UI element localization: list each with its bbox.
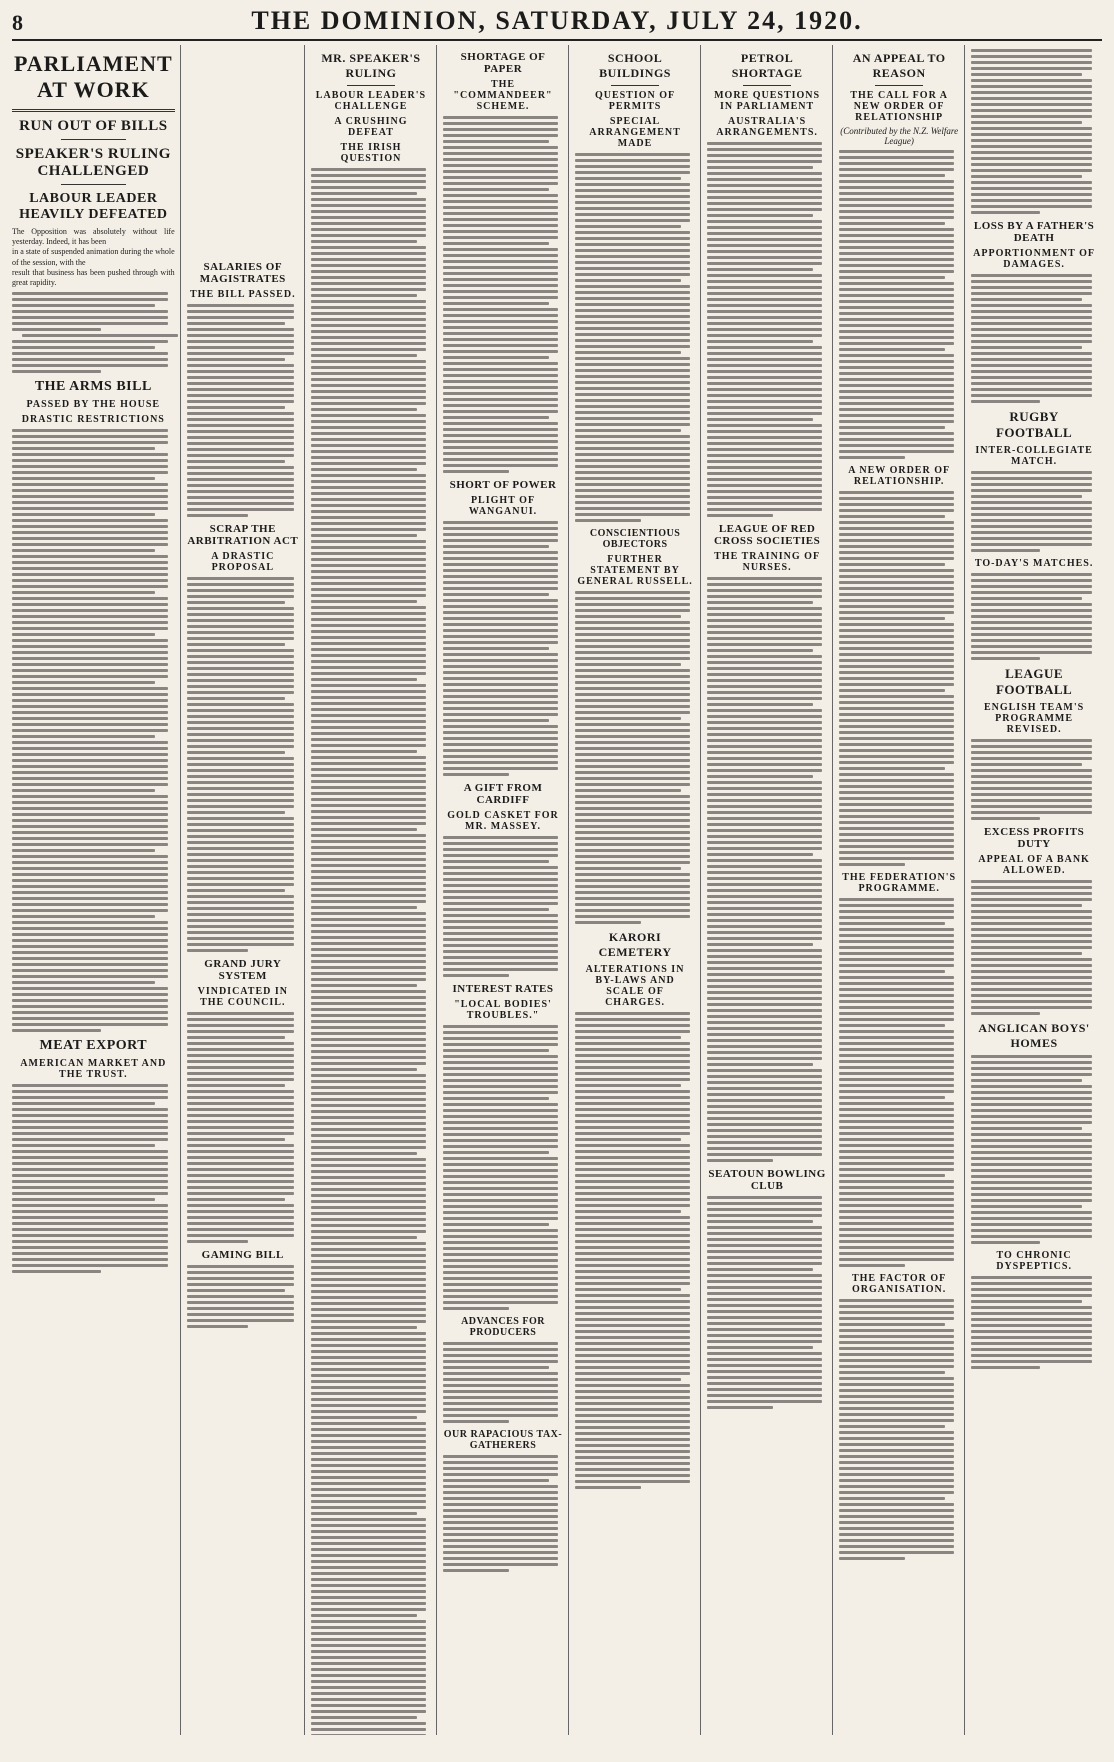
heading-grand-jury: GRAND JURY SYSTEM xyxy=(204,958,282,982)
byline-welfare-league: (Contributed by the N.Z. Welfare League) xyxy=(840,126,959,146)
article-body xyxy=(839,1299,959,1560)
headline-parliament: PARLIAMENT AT WORK xyxy=(13,51,173,102)
article-body xyxy=(839,491,959,866)
heading-school-buildings: SCHOOL BUILDINGS xyxy=(599,51,671,80)
sub-gold-casket: GOLD CASKET FOR MR. MASSEY. xyxy=(447,810,559,832)
article-body xyxy=(443,1025,563,1310)
heading-conscientious-objectors: CONSCIENTIOUS OBJECTORS xyxy=(589,528,681,550)
article-body xyxy=(443,521,563,776)
column-sports xyxy=(971,45,1102,1735)
heading-federation-programme: THE FEDERATION'S PROGRAMME. xyxy=(842,872,957,894)
article-body xyxy=(12,292,175,373)
article-body xyxy=(839,150,959,459)
heading-petrol-shortage: PETROL SHORTAGE xyxy=(731,51,803,80)
sub-vindicated-council: VINDICATED IN THE COUNCIL. xyxy=(197,986,288,1008)
heading-arms-bill: THE ARMS BILL xyxy=(34,379,152,395)
heading-chronic-dyspeptics: TO CHRONIC DYSPEPTICS. xyxy=(996,1250,1072,1272)
advertisement-body xyxy=(443,1455,563,1572)
heading-shortage-paper: SHORTAGE OF PAPER xyxy=(460,51,546,75)
sub-drastic-proposal: A DRASTIC PROPOSAL xyxy=(211,551,275,573)
heading-interest-rates: INTEREST RATES xyxy=(452,983,554,995)
article-body xyxy=(311,168,431,1735)
column-magistrates xyxy=(187,45,305,1735)
article-body xyxy=(187,1012,299,1243)
article-body xyxy=(443,836,563,977)
article-body xyxy=(707,577,827,1162)
article-body xyxy=(971,880,1097,1015)
article-body xyxy=(707,1196,827,1409)
sub-apportionment-damages: APPORTIONMENT OF DAMAGES. xyxy=(973,248,1096,270)
article-body xyxy=(187,1265,299,1328)
heading-advances-producers: ADVANCES FOR PRODUCERS xyxy=(461,1316,545,1338)
article-body xyxy=(12,1084,175,1273)
sub-australia-arrangements: AUSTRALIA'S ARRANGEMENTS. xyxy=(716,116,818,138)
sub-english-team: ENGLISH TEAM'S PROGRAMME REVISED. xyxy=(983,702,1085,735)
article-body xyxy=(839,898,959,1267)
deck-labour-leader: LABOUR LEADER HEAVILY DEFEATED xyxy=(19,191,168,222)
column-parliament xyxy=(12,45,181,1735)
heading-todays-matches: TO-DAY'S MATCHES. xyxy=(974,558,1094,569)
heading-red-cross: LEAGUE OF RED CROSS SOCIETIES xyxy=(713,523,821,547)
sub-bill-passed: THE BILL PASSED. xyxy=(190,289,296,300)
heading-anglican-boys-homes: ANGLICAN BOYS' HOMES xyxy=(978,1021,1090,1050)
article-body xyxy=(443,1342,563,1423)
heading-gift-cardiff: A GIFT FROM CARDIFF xyxy=(463,782,543,806)
heading-gaming-bill: GAMING BILL xyxy=(201,1249,284,1261)
sub-commandeer-scheme: THE "COMMANDEER" SCHEME. xyxy=(453,79,553,112)
sub-general-russell: FURTHER STATEMENT BY GENERAL RUSSELL. xyxy=(577,554,693,587)
heading-factor-organisation: THE FACTOR OF ORGANISATION. xyxy=(851,1273,947,1295)
sub-crushing-defeat: A CRUSHING DEFEAT xyxy=(334,116,408,138)
page-number: 8 xyxy=(12,10,23,35)
heading-rugby-football: RUGBY FOOTBALL xyxy=(995,409,1073,440)
heading-appeal-reason: AN APPEAL TO REASON xyxy=(852,51,946,80)
article-body xyxy=(971,49,1097,214)
heading-tax-gatherers: OUR RAPACIOUS TAX-GATHERERS xyxy=(443,1429,563,1451)
heading-karori-cemetery: KARORI CEMETERY xyxy=(598,930,672,959)
article-body xyxy=(187,304,299,517)
sub-new-order: THE CALL FOR A NEW ORDER OF RELATIONSHIP xyxy=(850,90,948,123)
article-body xyxy=(971,1055,1097,1244)
article-body xyxy=(971,573,1097,660)
heading-scrap-arbitration: SCRAP THE ARBITRATION ACT xyxy=(187,523,299,547)
sub-bylaws-charges: ALTERATIONS IN BY-LAWS AND SCALE OF CHARGES. xyxy=(585,964,685,1008)
article-body xyxy=(443,116,563,473)
article-body xyxy=(971,274,1097,403)
advertisement-body xyxy=(971,1276,1097,1369)
column-speakers-ruling xyxy=(311,45,437,1735)
heading-short-power: SHORT OF POWER xyxy=(449,479,557,491)
heading-speakers-ruling: MR. SPEAKER'S RULING xyxy=(321,51,421,80)
column-appeal-reason xyxy=(839,45,965,1735)
article-body xyxy=(971,471,1097,552)
sub-passed-by-house: PASSED BY THE HOUSE xyxy=(26,399,161,411)
article-body xyxy=(12,429,175,1032)
intro-paragraph: The Opposition was absolutely without life yesterday. Indeed, it has been in a state of suspended animation during the whole of the session, with the result that business has been pushed through with great rapidity. xyxy=(12,227,175,288)
article-body xyxy=(707,142,827,517)
sub-labour-challenge: LABOUR LEADER'S CHALLENGE xyxy=(315,90,427,112)
column-school-buildings xyxy=(575,45,701,1735)
article-body xyxy=(575,591,695,924)
sub-drastic-restrictions: DRASTIC RESTRICTIONS xyxy=(21,414,165,426)
heading-loss-fathers-death: LOSS BY A FATHER'S DEATH xyxy=(973,220,1095,244)
heading-seatoun-bowling: SEATOUN BOWLING CLUB xyxy=(708,1168,826,1192)
sub-special-arrangement: SPECIAL ARRANGEMENT MADE xyxy=(589,116,681,149)
heading-excess-profits: EXCESS PROFITS DUTY xyxy=(983,826,1085,850)
sub-training-nurses: THE TRAINING OF NURSES. xyxy=(714,551,821,573)
article-body xyxy=(575,1012,695,1489)
heading-league-football: LEAGUE FOOTBALL xyxy=(995,666,1073,697)
sub-appeal-bank: APPEAL OF A BANK ALLOWED. xyxy=(978,854,1090,876)
sub-plight-wanganui: PLIGHT OF WANGANUI. xyxy=(468,495,538,517)
article-body xyxy=(971,739,1097,820)
sub-more-questions: MORE QUESTIONS IN PARLIAMENT xyxy=(714,90,821,112)
heading-salaries-magistrates: SALARIES OF MAGISTRATES xyxy=(199,261,286,285)
heading-meat-export: MEAT EXPORT xyxy=(39,1038,148,1054)
sub-inter-collegiate: INTER-COLLEGIATE MATCH. xyxy=(975,445,1093,467)
sub-irish-question: THE IRISH QUESTION xyxy=(340,142,402,164)
newspaper-title: THE DOMINION, SATURDAY, JULY 24, 1920. xyxy=(251,6,863,35)
article-body xyxy=(575,153,695,522)
heading-new-order: A NEW ORDER OF RELATIONSHIP. xyxy=(848,465,951,487)
masthead xyxy=(12,6,1102,41)
sub-american-market: AMERICAN MARKET AND THE TRUST. xyxy=(20,1058,167,1081)
column-petrol-shortage xyxy=(707,45,833,1735)
sub-local-bodies: "LOCAL BODIES' TROUBLES." xyxy=(454,999,552,1021)
sub-question-permits: QUESTION OF PERMITS xyxy=(594,90,676,112)
article-body xyxy=(187,577,299,952)
deck-run-out-of-bills: RUN OUT OF BILLS xyxy=(19,118,168,134)
deck-speakers-ruling: SPEAKER'S RULING CHALLENGED xyxy=(15,146,171,179)
column-paper-shortage xyxy=(443,45,569,1735)
